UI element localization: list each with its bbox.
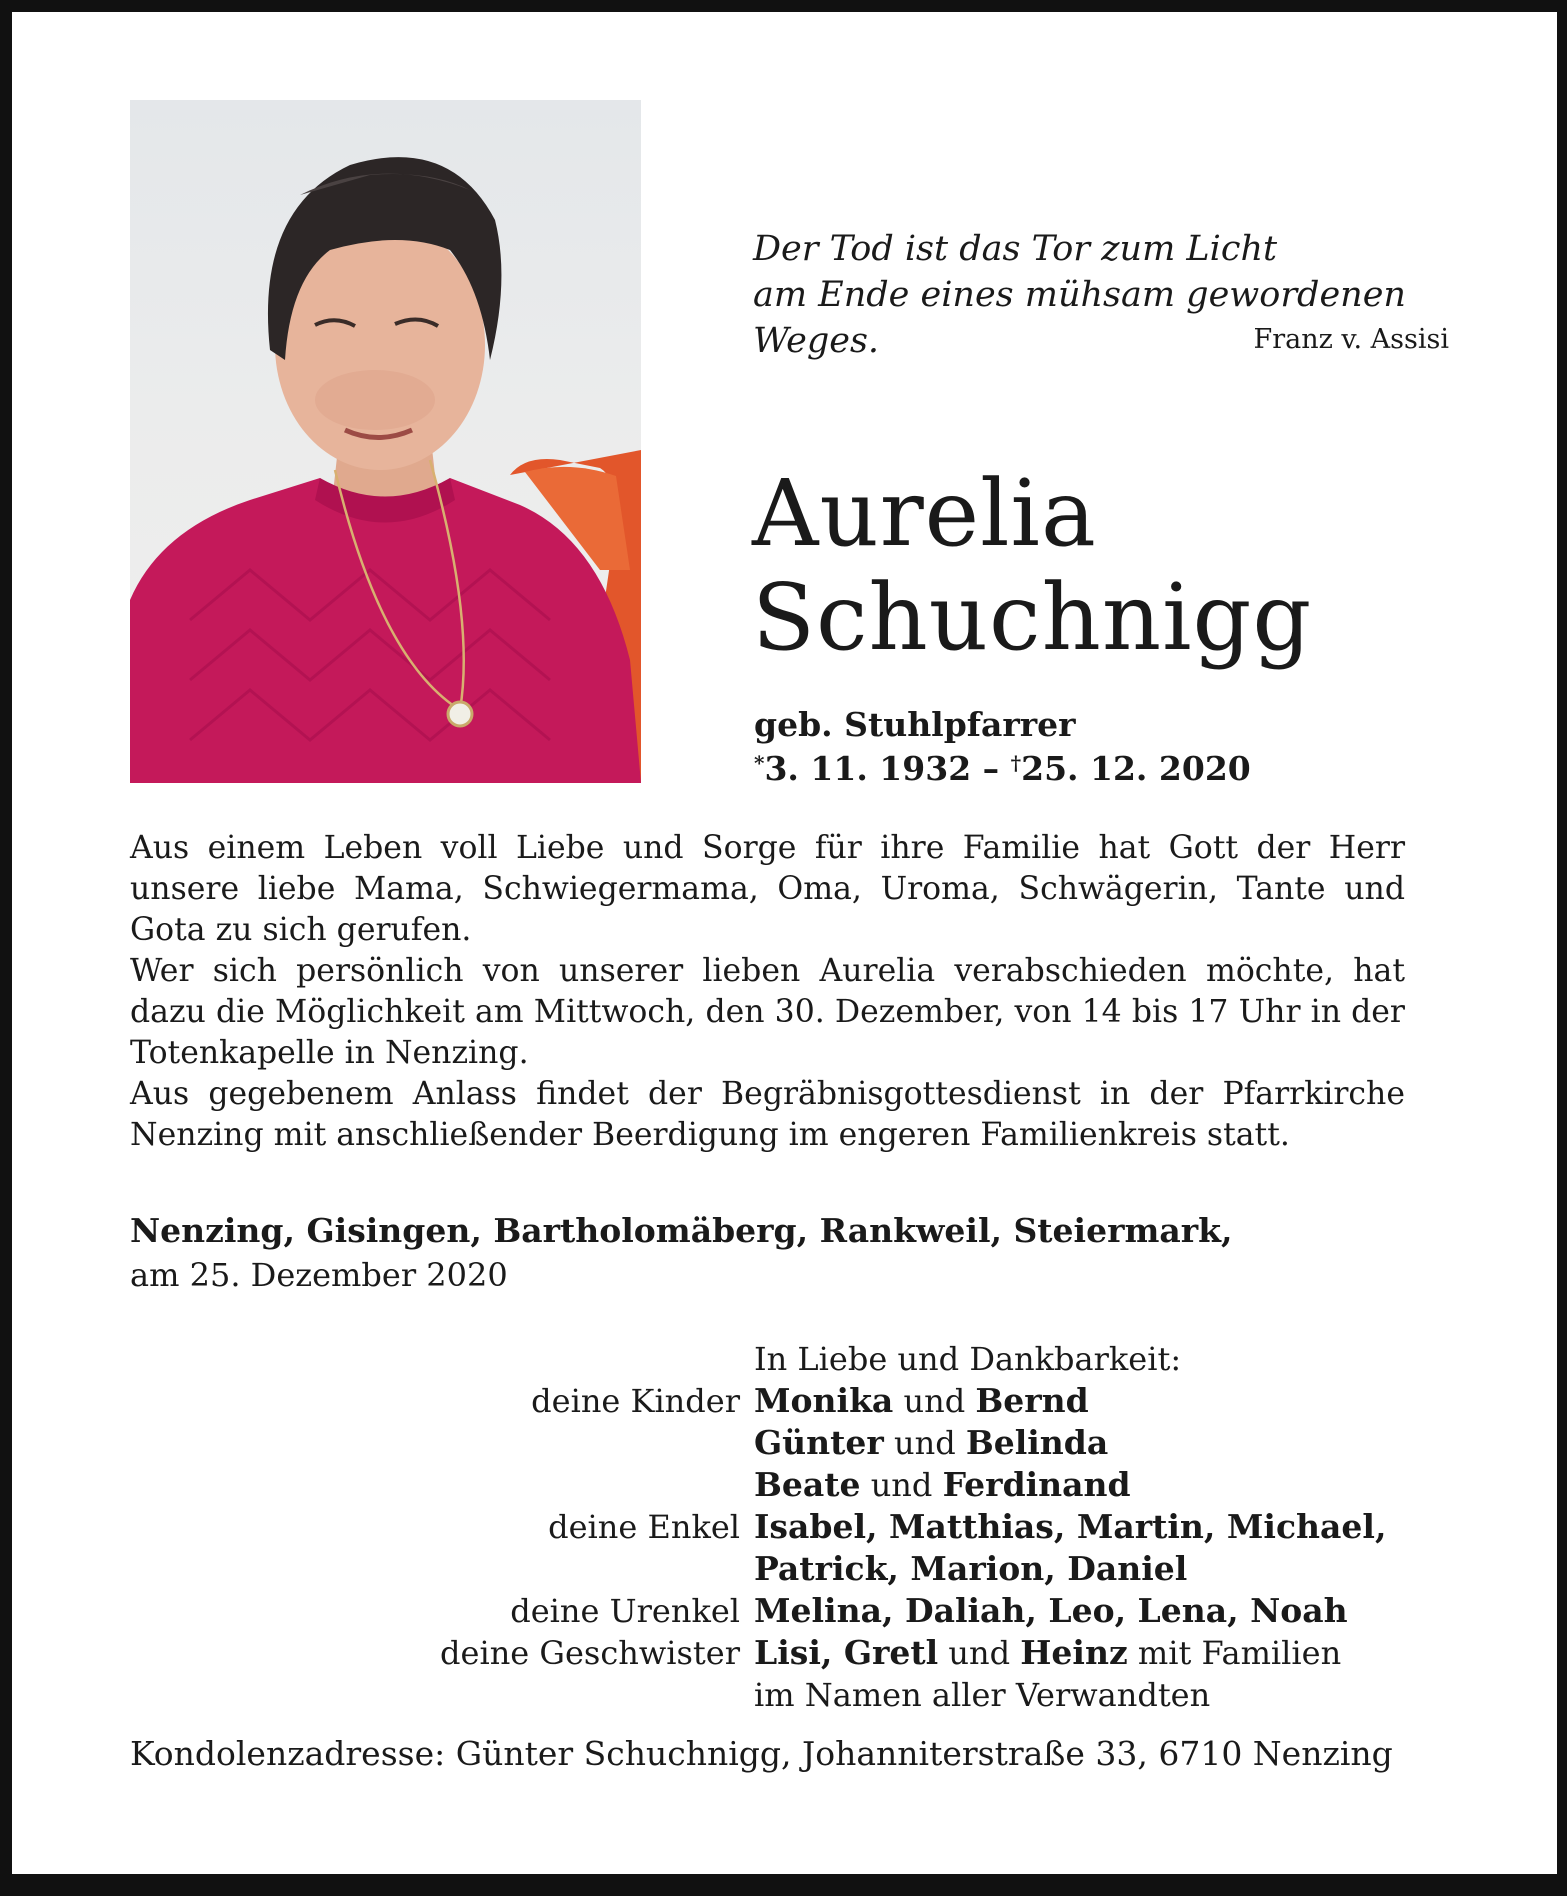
last-name: Schuchnigg — [752, 564, 1313, 671]
quote-line-2: am Ende eines mühsam gewordenen Weges. — [753, 275, 1406, 361]
family-row — [130, 1464, 1530, 1506]
paragraph-2: Wer sich persönlich von unserer lieben Aurelia verabschieden möchte, hat dazu die Möglichkeit am Mittwoch, den 30. Dezember, von 14 bis 17 Uhr in der Totenkapelle in Nenzing. — [130, 953, 1405, 1071]
family-list — [130, 1380, 1530, 1716]
birth-date: 3. 11. 1932 — [764, 749, 972, 788]
child-spouse-name: Belinda — [965, 1423, 1109, 1462]
grandchildren-names: Patrick, Marion, Daniel — [754, 1549, 1188, 1588]
death-date: 25. 12. 2020 — [1021, 749, 1251, 788]
first-name: Aurelia — [752, 460, 1097, 567]
child-spouse-name: Bernd — [975, 1381, 1089, 1420]
and-word: und — [870, 1466, 933, 1504]
sibling-names: Lisi, Gretl — [754, 1633, 939, 1672]
grandchildren-names: Isabel, Matthias, Martin, Michael, — [754, 1507, 1387, 1546]
place-date: am 25. Dezember 2020 — [130, 1256, 508, 1294]
and-word: und — [903, 1382, 966, 1420]
and-word: und — [893, 1424, 956, 1462]
and-word: und — [948, 1634, 1011, 1672]
enkel-names-1 — [754, 1506, 1386, 1548]
with-families: mit Familien — [1137, 1634, 1342, 1672]
sibling-name: Heinz — [1020, 1633, 1128, 1672]
enkel-label: deine Enkel — [548, 1508, 740, 1546]
portrait-photo — [130, 100, 641, 783]
quote-line-1: Der Tod ist das Tor zum Licht — [753, 229, 1278, 269]
relatives-line: im Namen aller Verwandten — [754, 1676, 1211, 1714]
urenkel-label: deine Urenkel — [510, 1592, 740, 1630]
announcement-text — [130, 828, 1405, 1156]
thanks-heading: In Liebe und Dankbarkeit: — [754, 1340, 1182, 1378]
condolence-address: Kondolenzadresse: Günter Schuchnigg, Johanniterstraße 33, 6710 Nenzing — [130, 1734, 1393, 1773]
enkel-names-2 — [754, 1548, 1187, 1590]
kinder-names-1 — [754, 1380, 1089, 1422]
maiden-name: geb. Stuhlpfarrer — [754, 705, 1076, 744]
paragraph-3: Aus gegebenem Anlass findet der Begräbnisgottesdienst in der Pfarrkirche Nenzing mit anschließender Beerdigung im engeren Familienkreis statt. — [130, 1076, 1405, 1153]
family-row — [130, 1548, 1530, 1590]
date-separator: – — [971, 749, 1011, 788]
family-row — [130, 1422, 1530, 1464]
child-name: Beate — [754, 1465, 861, 1504]
quote-author: Franz v. Assisi — [1253, 324, 1449, 355]
child-spouse-name: Ferdinand — [942, 1465, 1131, 1504]
urenkel-names — [754, 1590, 1348, 1632]
family-row — [130, 1674, 1530, 1716]
death-symbol: † — [1010, 751, 1022, 775]
birth-symbol: * — [754, 751, 765, 775]
life-dates — [754, 748, 1251, 794]
child-name: Monika — [754, 1381, 894, 1420]
paragraph-1: Aus einem Leben voll Liebe und Sorge für ihre Familie hat Gott der Herr unsere liebe Mama, Schwiegermama, Oma, Uroma, Schwägerin, Tante und Gota zu sich gerufen. — [130, 830, 1405, 948]
family-row — [130, 1380, 1530, 1422]
places-list: Nenzing, Gisingen, Bartholomäberg, Rankweil, Steiermark, — [130, 1211, 1233, 1250]
family-row — [130, 1590, 1530, 1632]
kinder-names-3 — [754, 1464, 1131, 1506]
geschwister-names — [754, 1632, 1341, 1674]
deceased-name — [752, 462, 1512, 670]
child-name: Günter — [754, 1423, 884, 1462]
kinder-names-2 — [754, 1422, 1108, 1464]
geschwister-label: deine Geschwister — [440, 1634, 740, 1672]
family-row — [130, 1632, 1530, 1674]
kinder-label: deine Kinder — [531, 1382, 740, 1420]
family-row — [130, 1506, 1530, 1548]
great-grandchildren-names: Melina, Daliah, Leo, Lena, Noah — [754, 1591, 1348, 1630]
